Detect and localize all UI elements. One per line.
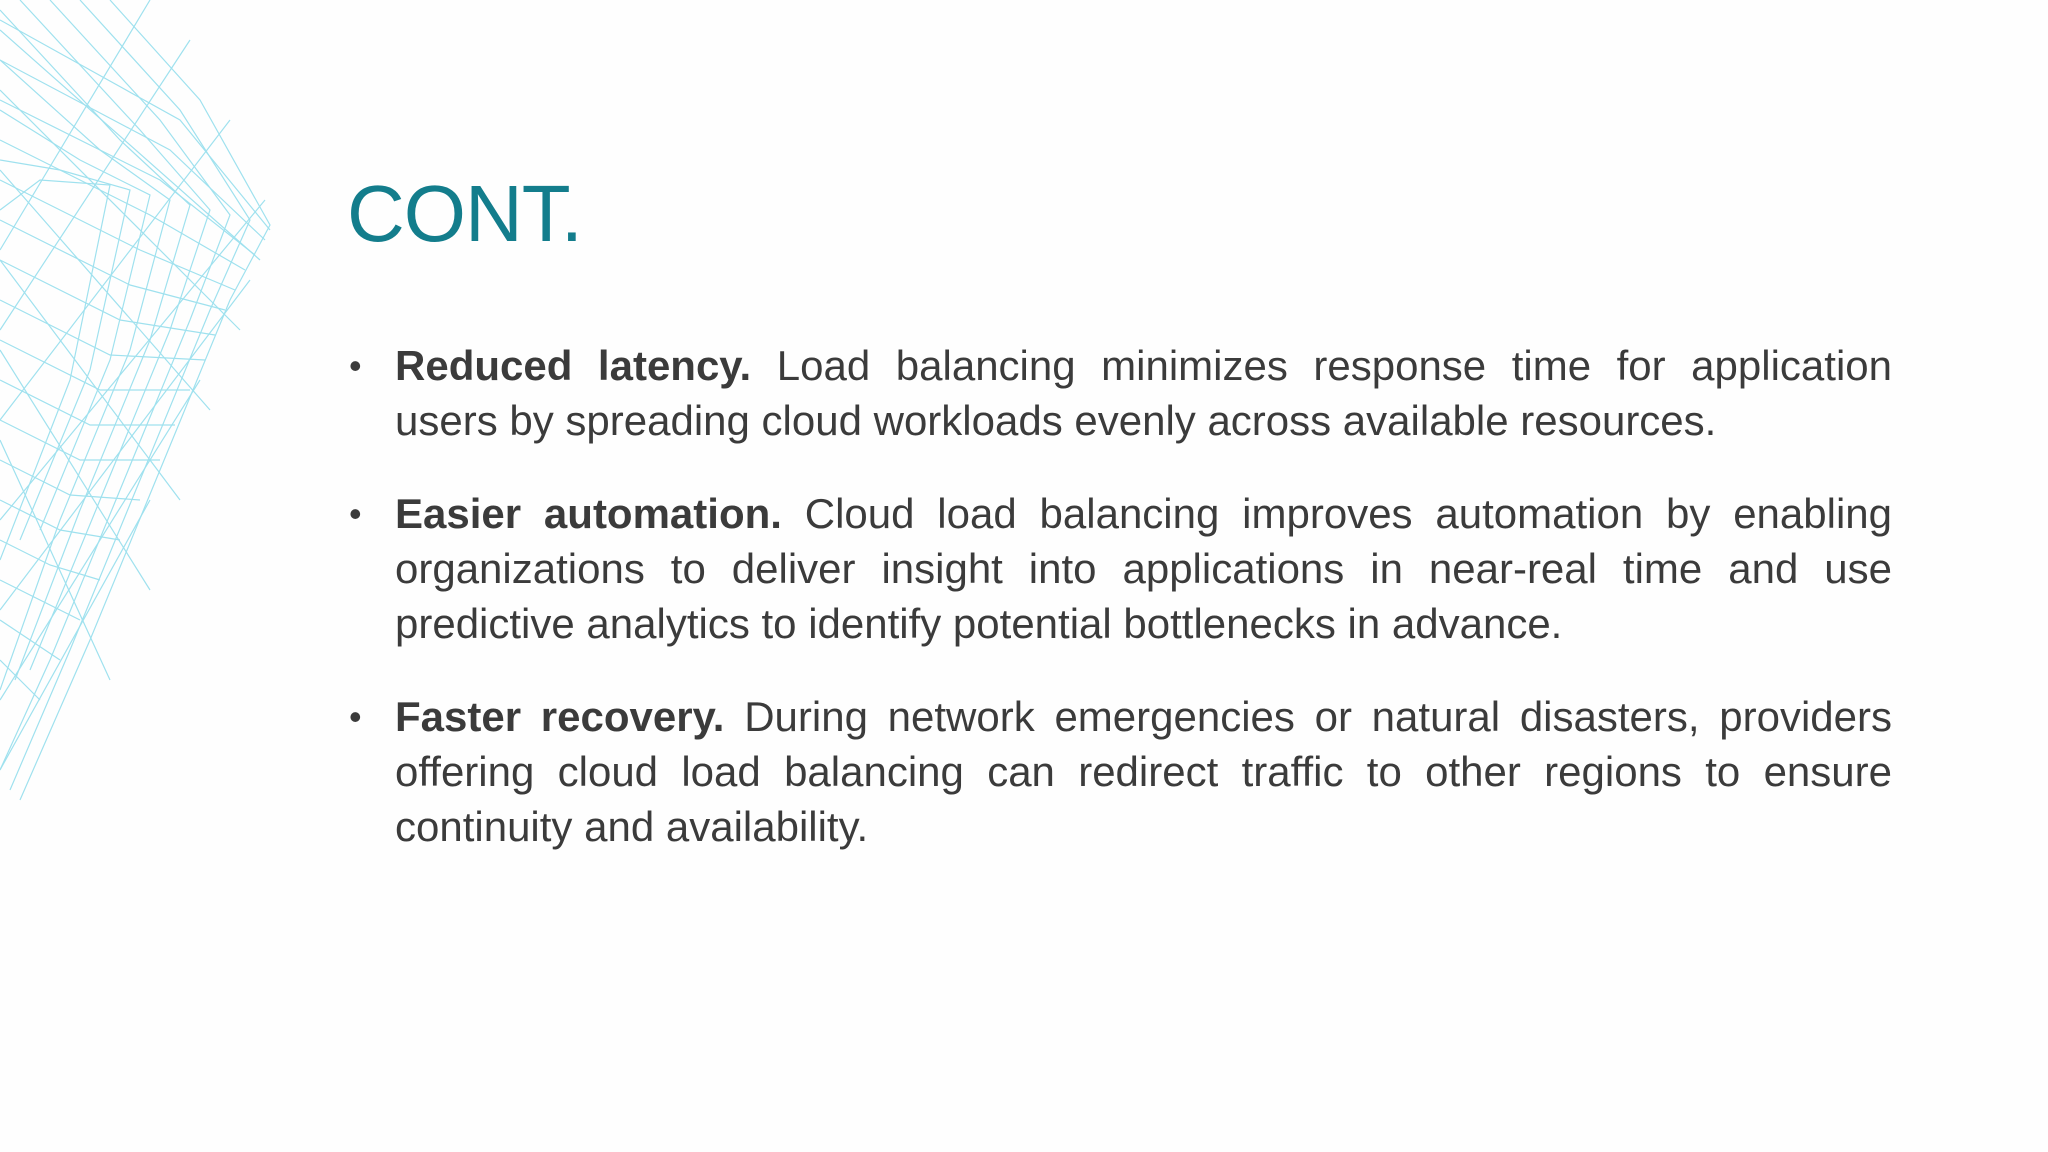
bullet-item-faster-recovery <box>347 689 1892 854</box>
bullet-text: Cloud load balancing improves automation by enabling organizations to deliver insight into applications in near-real time and use predictive analytics to identify potential bottlenecks in advance. <box>395 490 1893 647</box>
bullet-lead: Reduced latency. <box>395 342 752 389</box>
bullet-marker-icon: • <box>349 345 362 386</box>
bullet-marker-icon: • <box>349 493 362 534</box>
bullet-lead: Easier automation. <box>395 490 782 537</box>
bullet-marker-icon: • <box>349 696 362 737</box>
slide-title: CONT. <box>347 169 582 258</box>
bullet-list <box>347 338 1892 892</box>
bullet-item-reduced-latency <box>347 338 1892 448</box>
bullet-item-easier-automation <box>347 486 1892 651</box>
bullet-text: During network emergencies or natural disasters, providers offering cloud load balancing can redirect traffic to other regions to ensure continuity and availability. <box>395 693 1893 850</box>
wireframe-mesh-graphic <box>0 0 300 820</box>
bullet-text: Load balancing minimizes response time for application users by spreading cloud workloads evenly across available resources. <box>395 342 1892 444</box>
bullet-lead: Faster recovery. <box>395 693 725 740</box>
